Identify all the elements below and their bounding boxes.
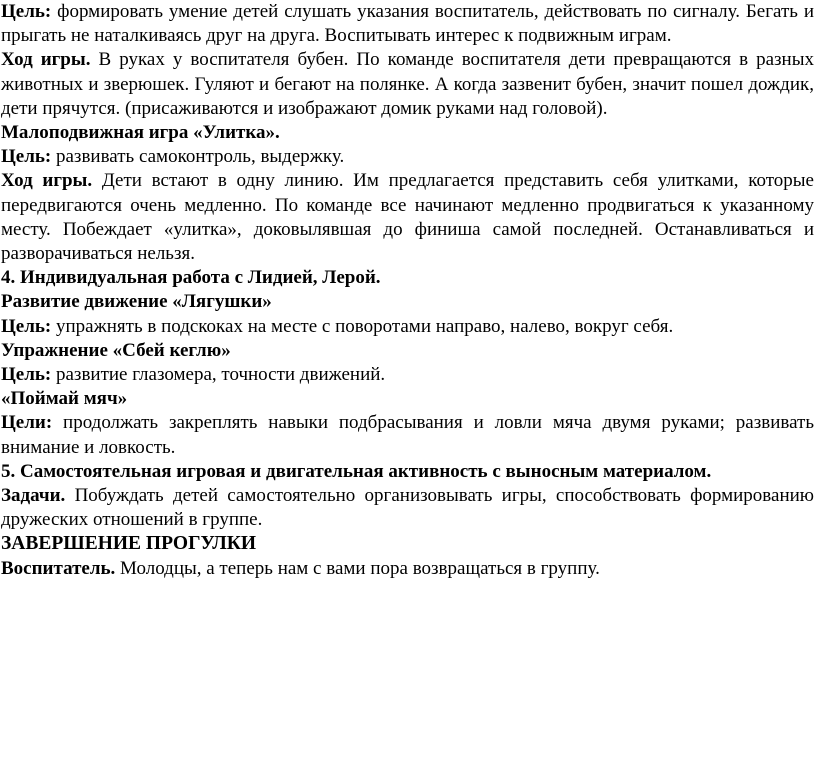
goal-text: формировать умение детей слушать указания воспитатель, действовать по сигналу. Бегать и прыгать не наталкиваясь друг на друга. Воспитывать интерес к подвижным играм. (1, 1, 814, 47)
goals-text: продолжать закреплять навыки подбрасывания и ловли мяча двумя руками; развивать внимание и ловкость. (1, 412, 814, 458)
goal-paragraph-3 (1, 315, 814, 339)
game-procedure-paragraph-1 (1, 48, 814, 121)
tasks-paragraph (1, 484, 814, 532)
goals-label: Цели: (1, 412, 53, 434)
procedure-text: Дети встают в одну линию. Им предлагается представить себя улитками, которые передвигаются очень медленно. По команде все начинают медленно продвигаться к указанному месту. Побеждает «улитка», доковылявшая до финиша самой последней. Останавливаться и разворачиваться нельзя. (1, 170, 814, 265)
goal-paragraph-1 (1, 0, 814, 48)
procedure-label: Ход игры. (1, 170, 93, 192)
goal-text: развитие глазомера, точности движений. (51, 364, 386, 386)
goal-label: Цель: (1, 315, 52, 337)
goal-text: развивать самоконтроль, выдержку. (51, 146, 345, 168)
teacher-label: Воспитатель. (1, 557, 116, 579)
teacher-paragraph (1, 557, 814, 581)
goal-label: Цель: (1, 146, 52, 168)
goal-paragraph-4 (1, 363, 814, 387)
tasks-text: Побуждать детей самостоятельно организовывать игры, способствовать формированию дружеских отношений в группе. (1, 485, 814, 531)
tasks-label: Задачи. (1, 485, 66, 507)
teacher-text: Молодцы, а теперь нам с вами пора возвращаться в группу. (115, 557, 600, 579)
goal-label: Цель: (1, 364, 52, 386)
individual-work-heading: 4. Индивидуальная работа с Лидией, Лерой. (1, 267, 381, 289)
frogs-exercise-heading: Развитие движение «Лягушки» (1, 291, 272, 313)
catch-ball-heading: «Поймай мяч» (1, 388, 128, 410)
independent-activity-heading: 5. Самостоятельная игровая и двигательная активность с выносным материалом. (1, 460, 712, 482)
goal-label: Цель: (1, 1, 52, 22)
pins-exercise-heading: Упражнение «Сбей кеглю» (1, 339, 231, 361)
procedure-text: В руках у воспитателя бубен. По команде воспитателя дети превращаются в разных животных и зверюшек. Гуляют и бегают на полянке. А когда зазвенит бубен, значит пошел дождик, дети прячутся. (присаживаются и изображают домик руками над головой). (1, 49, 814, 119)
goals-paragraph (1, 411, 814, 459)
goal-text: упражнять в подскоках на месте с поворотами направо, налево, вокруг себя. (51, 315, 674, 337)
snail-game-heading: Малоподвижная игра «Улитка». (1, 122, 280, 144)
walk-end-heading: ЗАВЕРШЕНИЕ ПРОГУЛКИ (1, 533, 257, 555)
game-procedure-paragraph-2 (1, 169, 814, 266)
procedure-label: Ход игры. (1, 49, 91, 71)
goal-paragraph-2 (1, 145, 814, 169)
